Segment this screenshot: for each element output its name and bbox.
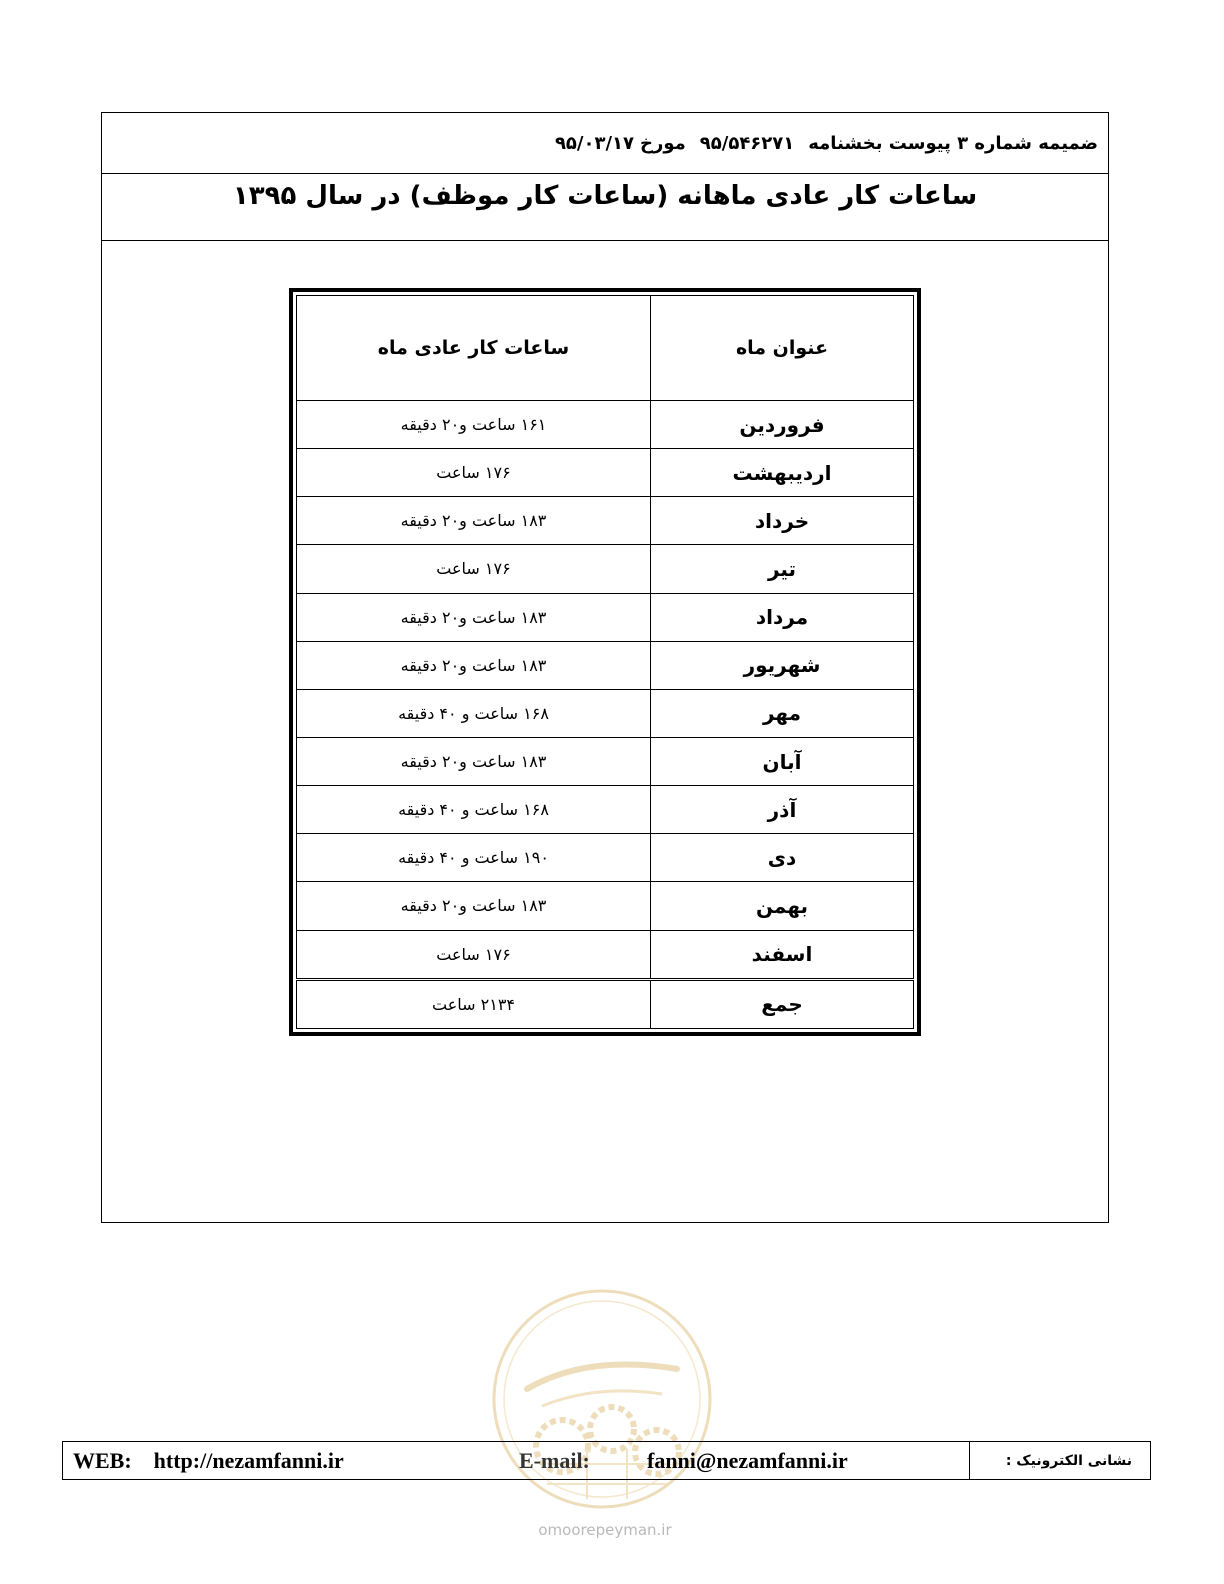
- month-cell: شهریور: [651, 641, 914, 689]
- table-row: [297, 641, 914, 689]
- electronic-address-label: نشانی الکترونیک :: [969, 1442, 1150, 1479]
- hours-cell: ۱۶۸ ساعت و ۴۰ دقیقه: [297, 786, 651, 834]
- month-cell: بهمن: [651, 882, 914, 930]
- date-label: مورخ: [640, 132, 686, 154]
- table-row: [297, 497, 914, 545]
- total-hours-cell: ۲۱۳۴ ساعت: [297, 979, 651, 1028]
- hours-cell: ۱۸۳ ساعت و۲۰ دقیقه: [297, 497, 651, 545]
- table-header-row: [297, 296, 914, 401]
- working-hours-table: [289, 288, 921, 1036]
- total-label-cell: جمع: [651, 979, 914, 1028]
- hours-cell: ۱۶۸ ساعت و ۴۰ دقیقه: [297, 689, 651, 737]
- table-row: [297, 786, 914, 834]
- table-row: [297, 834, 914, 882]
- hours-cell: ۱۹۰ ساعت و ۴۰ دقیقه: [297, 834, 651, 882]
- web-link[interactable]: WEB: http://nezamfanni.ir: [73, 1448, 344, 1473]
- month-cell: اردیبهشت: [651, 449, 914, 497]
- circular-number: ۹۵/۵۴۶۲۷۱: [699, 132, 795, 154]
- table-row: [297, 689, 914, 737]
- table-row: [297, 401, 914, 449]
- column-header-hours: ساعات کار عادی ماه: [297, 296, 651, 401]
- month-cell: آبان: [651, 737, 914, 785]
- date-value: ۹۵/۰۳/۱۷: [554, 132, 635, 154]
- total-row: [297, 979, 914, 1028]
- table-row: [297, 545, 914, 593]
- month-cell: فروردین: [651, 401, 914, 449]
- month-cell: اسفند: [651, 930, 914, 979]
- hours-cell: ۱۷۶ ساعت: [297, 545, 651, 593]
- table-row: [297, 593, 914, 641]
- hours-cell: ۱۸۳ ساعت و۲۰ دقیقه: [297, 641, 651, 689]
- hours-cell: ۱۷۶ ساعت: [297, 930, 651, 979]
- watermark-site: omoorepeyman.ir: [538, 1521, 672, 1539]
- month-cell: خرداد: [651, 497, 914, 545]
- column-header-month: عنوان ماه: [651, 296, 914, 401]
- hours-cell: ۱۸۳ ساعت و۲۰ دقیقه: [297, 593, 651, 641]
- email-link[interactable]: fanni@nezamfanni.ir: [647, 1448, 848, 1473]
- page-title: ساعات کار عادی ماهانه (ساعات کار موظف) در سال ۱۳۹۵: [102, 173, 1108, 241]
- table-row: [297, 737, 914, 785]
- table-row: [297, 930, 914, 979]
- annex-header: [102, 113, 1108, 174]
- hours-cell: ۱۸۳ ساعت و۲۰ دقیقه: [297, 882, 651, 930]
- table-row: [297, 449, 914, 497]
- month-cell: تیر: [651, 545, 914, 593]
- month-cell: آذر: [651, 786, 914, 834]
- hours-cell: ۱۶۱ ساعت و۲۰ دقیقه: [297, 401, 651, 449]
- hours-cell: ۱۸۳ ساعت و۲۰ دقیقه: [297, 737, 651, 785]
- month-cell: دی: [651, 834, 914, 882]
- annex-line: ضمیمه شماره ۳ پیوست بخشنامه: [808, 132, 1098, 154]
- email-label: E-mail:: [519, 1448, 590, 1473]
- hours-cell: ۱۷۶ ساعت: [297, 449, 651, 497]
- table-row: [297, 882, 914, 930]
- month-cell: مهر: [651, 689, 914, 737]
- month-cell: مرداد: [651, 593, 914, 641]
- footer-bar: [62, 1441, 1151, 1480]
